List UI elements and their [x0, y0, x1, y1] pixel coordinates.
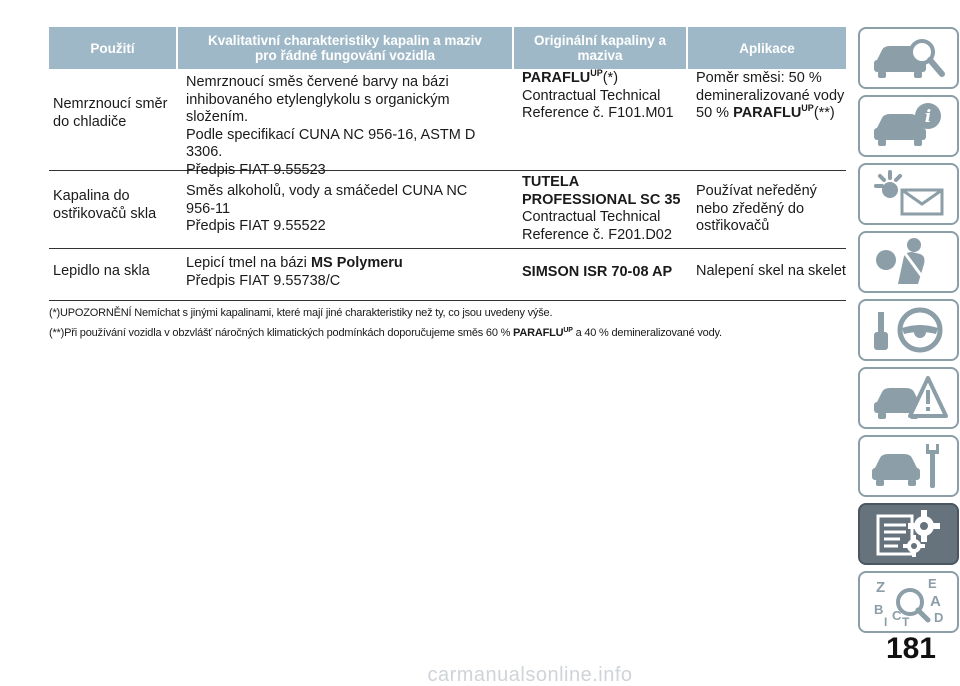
warning-lights-icon — [870, 168, 948, 220]
header-original-fluids-line2: maziva — [577, 48, 623, 63]
spec-line — [186, 255, 514, 273]
reference-line: Reference č. F101.M01 — [522, 105, 674, 121]
airbag-passenger-icon — [870, 236, 948, 288]
header-original-fluids — [514, 27, 688, 69]
product-name: PROFESSIONAL SC 35 — [522, 191, 681, 208]
application-line: nebo zředěný do — [696, 200, 805, 217]
table-row — [49, 171, 846, 249]
spec-prefix: Lepicí tmel na bázi — [186, 255, 311, 271]
usage-line: Nemrznoucí směr — [53, 96, 168, 112]
tab-car-info[interactable] — [858, 95, 959, 157]
footnote-mark: (*) — [602, 70, 619, 86]
reference-line: Contractual Technical — [522, 87, 661, 104]
index-letter: E — [927, 576, 937, 591]
index-letter: I — [883, 615, 887, 628]
index-letter: C — [891, 608, 901, 623]
header-original-fluids-line1: Originální kapaliny a — [533, 33, 667, 48]
car-crash-warning-icon — [870, 372, 948, 424]
page-number: 181 — [885, 632, 936, 665]
reference-line: Contractual Technical — [522, 209, 661, 225]
product-name: TUTELA — [522, 174, 580, 190]
application-line: Nalepení skel na skelet — [696, 263, 846, 279]
cell-application — [688, 171, 846, 248]
header-characteristics-line2: pro řádné fungování vozidla — [254, 48, 435, 63]
product-name: PARAFLU — [733, 105, 802, 121]
index-letter: Z — [875, 579, 885, 596]
alphabetical-index-icon — [870, 576, 948, 628]
product-superscript: UP — [590, 68, 603, 78]
table-row — [49, 249, 846, 301]
usage-line: ostřikovačů skla — [53, 205, 157, 222]
product-name: PARAFLU — [522, 70, 591, 86]
cell-application — [688, 69, 846, 170]
header-usage-text: Použití — [90, 40, 135, 56]
cell-original-fluid — [514, 69, 688, 170]
header-characteristics — [178, 27, 514, 69]
tab-technical-data[interactable] — [858, 503, 959, 565]
index-letter: B — [873, 602, 883, 617]
cell-characteristics — [178, 249, 514, 300]
product-superscript: UP — [801, 103, 814, 113]
spec-line: inhibovaného etylenglykolu s organickým složením. — [186, 91, 450, 125]
index-letter: D — [933, 610, 943, 625]
tab-starting-driving[interactable] — [858, 299, 959, 361]
footnote-suffix: a 40 % demineralizované vody. — [572, 327, 722, 339]
application-line — [696, 105, 846, 123]
footnote-prefix: (**)Při používání vozidla v obzvlášť náročných klimatických podmínkách doporučujeme směs 60 % — [49, 327, 514, 339]
product-name-line — [522, 70, 688, 88]
spec-line: Předpis FIAT 9.55738/C — [186, 272, 341, 289]
fluids-table — [49, 27, 846, 301]
header-application-text: Aplikace — [739, 40, 795, 56]
cell-usage — [49, 249, 178, 300]
application-prefix: 50 % — [696, 105, 734, 121]
footnote-climate — [49, 326, 846, 340]
spec-line: Směs alkoholů, vody a smáčedel CUNA NC — [186, 183, 468, 199]
cell-original-fluid — [514, 249, 688, 300]
tab-index[interactable] — [858, 571, 959, 633]
spec-bold: MS Polymeru — [310, 255, 403, 271]
spec-line: Podle specifikací CUNA NC 956-16, ASTM D — [186, 126, 476, 143]
application-line: Poměr směsi: 50 % — [696, 70, 822, 86]
tab-emergency[interactable] — [858, 367, 959, 429]
application-line: Používat neředěný — [696, 183, 817, 199]
usage-line: do chladiče — [53, 113, 127, 130]
cell-usage — [49, 171, 178, 248]
product-name: PARAFLU — [513, 327, 564, 339]
spec-line: Předpis FIAT 9.55523 — [186, 161, 326, 178]
header-characteristics-line1: Kvalitativní charakteristiky kapalin a maziv — [208, 33, 482, 48]
header-original-fluids-text — [534, 33, 666, 63]
cell-original-fluid — [514, 171, 688, 248]
footnotes — [49, 306, 846, 346]
spec-line: 956-11 — [186, 200, 231, 217]
usage-line: Kapalina do — [53, 188, 130, 204]
car-info-icon — [870, 100, 948, 152]
index-letter: A — [929, 593, 941, 610]
cell-usage — [49, 69, 178, 170]
application-line: demineralizované vody — [696, 87, 845, 104]
footnote-mark: (**) — [813, 105, 835, 121]
spec-line: Nemrznoucí směs červené barvy na bázi — [186, 74, 449, 90]
index-letter: T — [901, 615, 909, 628]
tab-safety[interactable] — [858, 231, 959, 293]
header-application — [688, 27, 846, 69]
usage-line: Lepidlo na skla — [53, 263, 150, 279]
cell-application — [688, 249, 846, 300]
spec-line: 3306. — [186, 144, 223, 160]
tab-warning-lights[interactable] — [858, 163, 959, 225]
svg-text:i: i — [924, 107, 931, 127]
car-service-tools-icon — [870, 440, 948, 492]
spec-line: Předpis FIAT 9.55522 — [186, 218, 326, 234]
product-superscript: UP — [563, 327, 573, 334]
key-steering-wheel-icon — [870, 304, 948, 356]
reference-line: Reference č. F201.D02 — [522, 226, 672, 243]
table-header — [49, 27, 846, 69]
table-row — [49, 68, 846, 178]
tab-car-search[interactable] — [858, 27, 959, 89]
technical-data-gear-icon — [870, 508, 948, 560]
product-name: SIMSON ISR 70-08 AP — [522, 264, 673, 280]
header-characteristics-text — [208, 33, 482, 63]
watermark: carmanualsonline.info — [427, 664, 633, 686]
cell-characteristics — [178, 171, 514, 248]
tab-maintenance[interactable] — [858, 435, 959, 497]
footnote-warning: (*)UPOZORNĚNÍ Nemíchat s jinými kapalinami, které mají jiné charakteristiky než ty, co jsou uvedeny výše. — [49, 307, 553, 319]
application-line: ostřikovačů — [696, 218, 770, 234]
car-search-icon — [870, 32, 948, 84]
cell-characteristics — [178, 69, 514, 178]
header-usage — [49, 27, 178, 69]
